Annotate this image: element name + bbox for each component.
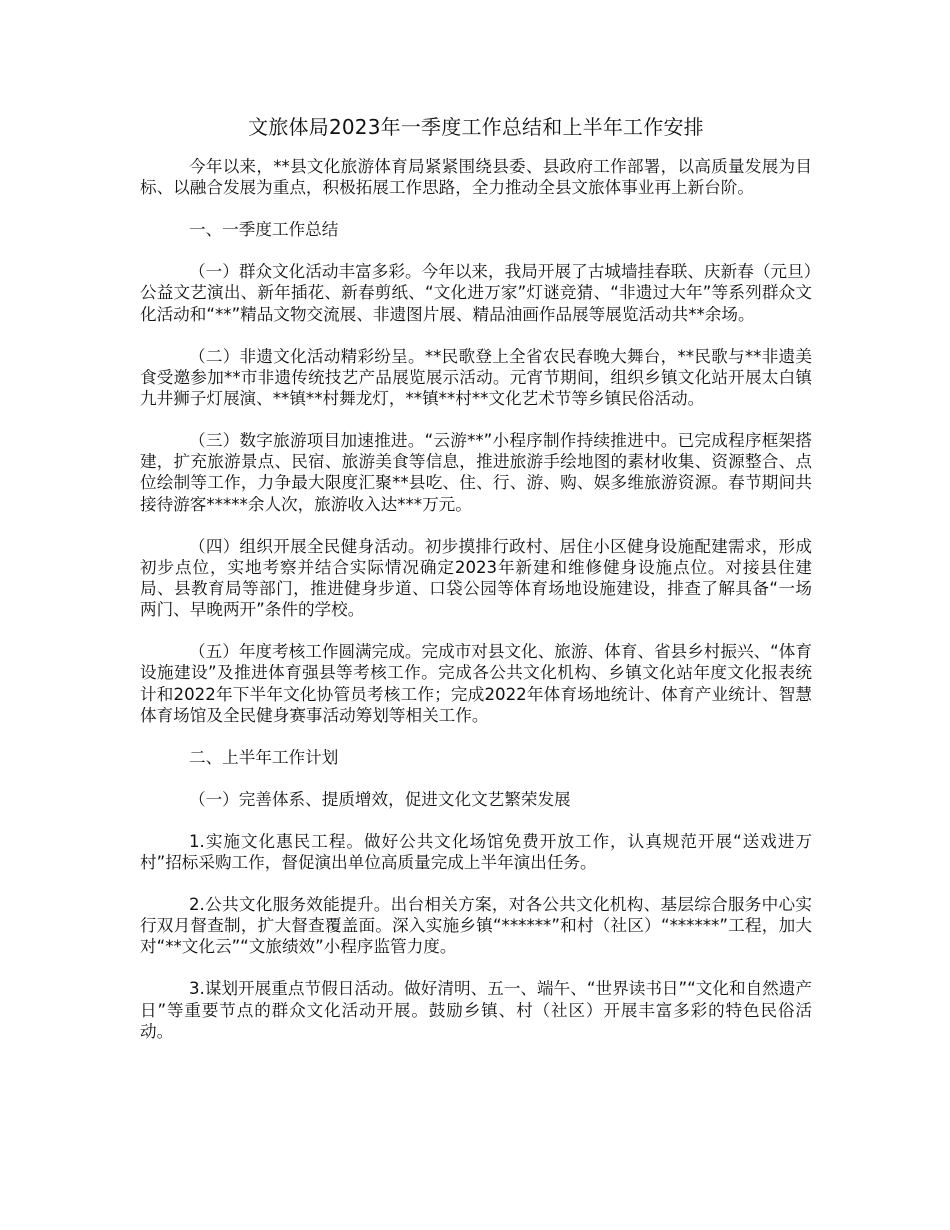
paragraph-summary-5: （五）年度考核工作圆满完成。完成市对县文化、旅游、体育、省县乡村振兴、“体育设施建设”及推进体育强县等考核工作。完成各公共文化机构、乡镇文化站年度文化报表统计和2022年下半年文化协管员考核工作；完成2022年体育场地统计、体育产业统计、智慧体育场馆及全民健身赛事活动筹划等相关工作。 [140,642,812,725]
paragraph-summary-4: （四）组织开展全民健身活动。初步摸排行政村、居住小区健身设施配建需求，形成初步点位，实地考察并结合实际情况确定2023年新建和维修健身设施点位。对接县住建局、县教育局等部门，推进健身步道、口袋公园等体育场地设施建设，排查了解具备“一场两门、早晚两开”条件的学校。 [140,536,812,620]
paragraph-plan-3: 3.谋划开展重点节假日活动。做好清明、五一、端午、“世界读书日”“文化和自然遗产日”等重要节点的群众文化活动开展。鼓励乡镇、村（社区）开展丰富多彩的特色民俗活动。 [140,979,812,1041]
paragraph-intro: 今年以来，**县文化旅游体育局紧紧围绕县委、县政府工作部署，以高质量发展为目标、以融合发展为重点，积极拓展工作思路，全力推动全县文旅体事业再上新台阶。 [140,157,812,198]
paragraph-summary-1: （一）群众文化活动丰富多彩。今年以来，我局开展了古城墙挂春联、庆新春（元旦）公益文艺演出、新年插花、新春剪纸、“文化进万家”灯谜竞猜、“非遗过大年”等系列群众文化活动和“**”精品文物交流展、非遗图片展、精品油画作品展等展览活动共**余场。 [140,262,812,324]
section-heading-1: 一、一季度工作总结 [189,220,339,240]
subsection-heading-1: （一）完善体系、提质增效，促进文化文艺繁荣发展 [189,789,571,809]
paragraph-summary-3: （三）数字旅游项目加速推进。“云游**”小程序制作持续推进中。已完成程序框架搭建，扩充旅游景点、民宿、旅游美食等信息，推进旅游手绘地图的素材收集、资源整合、点位绘制等工作，力争最大限度汇聚**县吃、住、行、游、购、娱多维旅游资源。春节期间共接待游客*****余人次，旅游收入达***万元。 [140,431,812,514]
paragraph-plan-2: 2.公共文化服务效能提升。出台相关方案，对各公共文化机构、基层综合服务中心实行双月督查制，扩大督查覆盖面。深入实施乡镇“******”和村（社区）“******”工程，加大对“**文化云”“文旅绩效”小程序监管力度。 [140,895,812,957]
document-title: 文旅体局2023年一季度工作总结和上半年工作安排 [248,115,704,139]
document-page [140,112,812,1063]
paragraph-summary-2: （二）非遗文化活动精彩纷呈。**民歌登上全省农民春晚大舞台，**民歌与**非遗美食受邀参加**市非遗传统技艺产品展览展示活动。元宵节期间，组织乡镇文化站开展太白镇九井狮子灯展演、**镇**村舞龙灯，**镇**村**文化艺术节等乡镇民俗活动。 [140,346,812,409]
section-heading-2: 二、上半年工作计划 [189,747,339,767]
paragraph-plan-1: 1.实施文化惠民工程。做好公共文化场馆免费开放工作，认真规范开展“送戏进万村”招标采购工作，督促演出单位高质量完成上半年演出任务。 [140,831,812,873]
